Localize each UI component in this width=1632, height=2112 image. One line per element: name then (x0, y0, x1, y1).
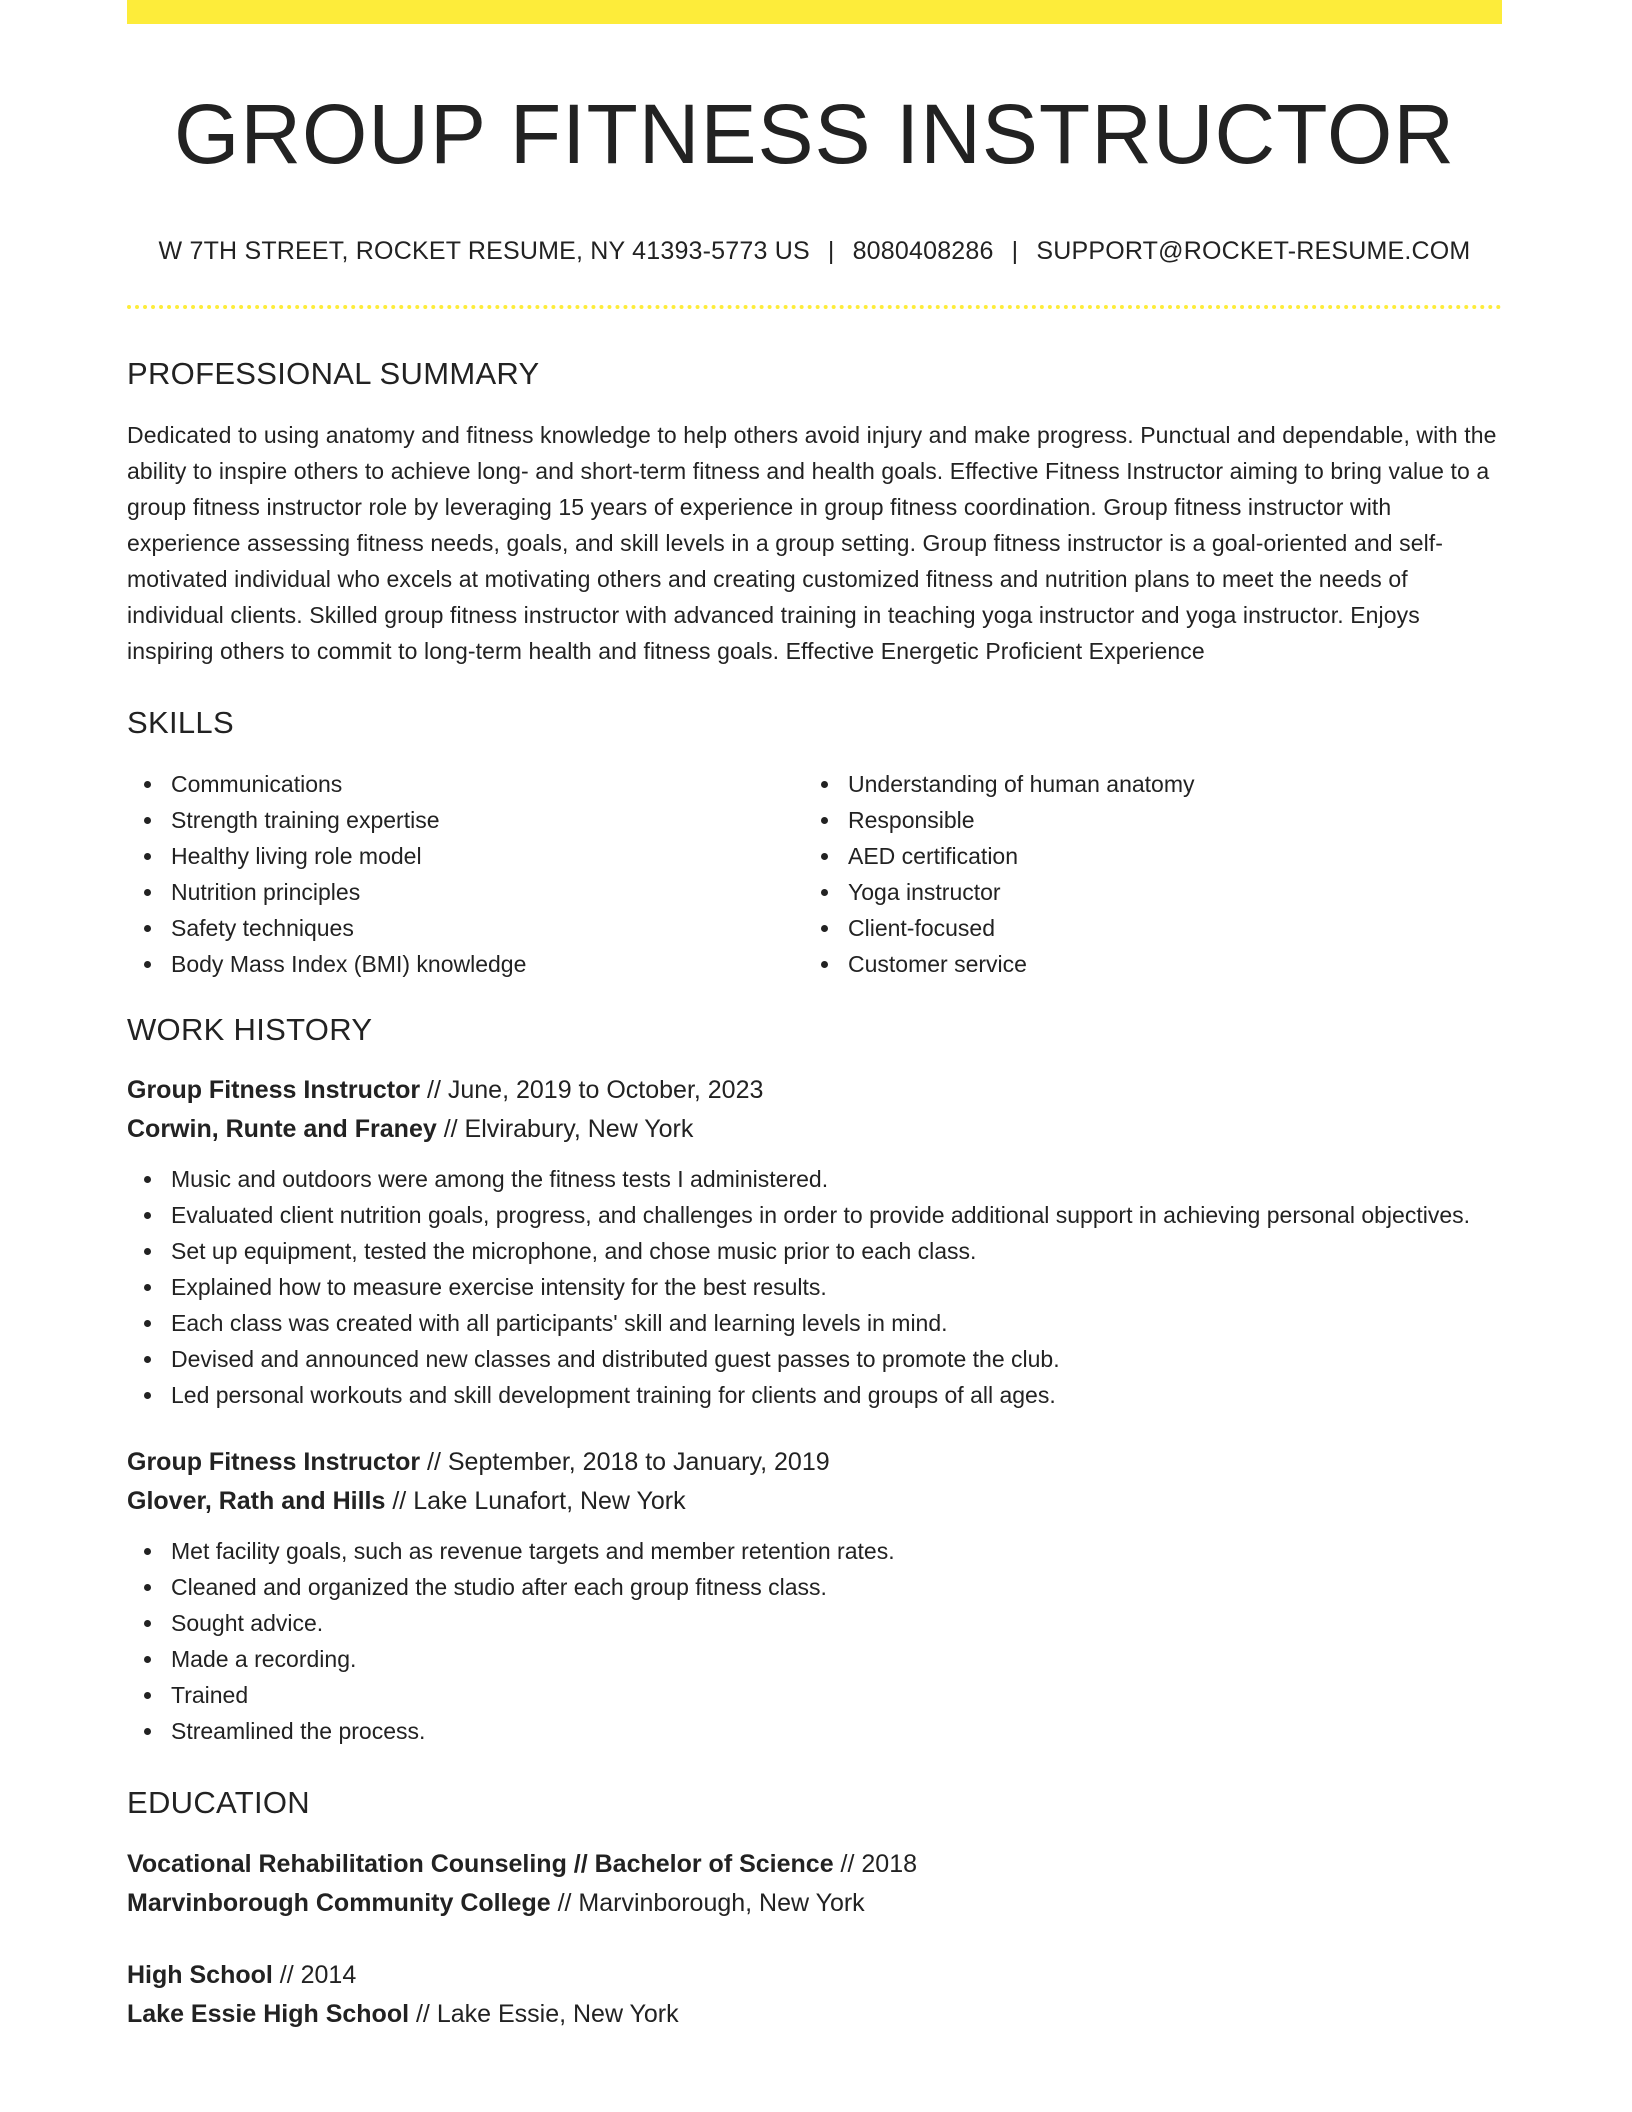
job-duty (171, 1713, 1502, 1749)
bullet-icon (144, 817, 151, 824)
education-degree-line (127, 1845, 1502, 1884)
duty-text: Sought advice. (171, 1610, 324, 1636)
education-entry (127, 1845, 1502, 1923)
job-company-line (127, 1482, 1502, 1521)
skill-label: Healthy living role model (171, 843, 422, 869)
skill-label: Communications (171, 771, 343, 797)
work-history-heading: WORK HISTORY (127, 1012, 373, 1047)
job-dates: // June, 2019 to October, 2023 (420, 1076, 764, 1104)
duty-text: Set up equipment, tested the microphone, and chose music prior to each class. (171, 1238, 977, 1264)
duty-text: Streamlined the process. (171, 1718, 426, 1744)
education-school: Marvinborough Community College (127, 1889, 551, 1917)
duty-text: Cleaned and organized the studio after each group fitness class. (171, 1574, 827, 1600)
contact-phone: 8080408286 (852, 237, 994, 265)
bullet-icon (144, 1320, 151, 1327)
skills-grid (127, 766, 1502, 982)
bullet-icon (144, 1584, 151, 1591)
job-duty (171, 1605, 1502, 1641)
duty-text: Trained (171, 1682, 249, 1708)
duty-text: Met facility goals, such as revenue targets and member retention rates. (171, 1538, 895, 1564)
job-role: Group Fitness Instructor (127, 1076, 421, 1104)
bullet-icon (821, 889, 828, 896)
skill-label: Strength training expertise (171, 807, 440, 833)
duty-text: Led personal workouts and skill development training for clients and groups of all ages. (171, 1382, 1056, 1408)
education-year: // 2014 (272, 1961, 357, 1989)
duty-text: Evaluated client nutrition goals, progress, and challenges in order to provide additional support in achieving personal objectives. (171, 1202, 1471, 1228)
job-duty (171, 1569, 1502, 1605)
job-title-line (127, 1071, 1502, 1110)
education-degree: High School (127, 1961, 273, 1989)
bullet-icon (821, 817, 828, 824)
skills-heading: SKILLS (127, 705, 234, 740)
skill-label: Responsible (848, 807, 975, 833)
education-location: // Marvinborough, New York (550, 1889, 865, 1917)
bullet-icon (144, 889, 151, 896)
duty-text: Made a recording. (171, 1646, 357, 1672)
contact-separator: | (1011, 237, 1019, 265)
skill-item (171, 766, 804, 802)
bullet-icon (144, 1212, 151, 1219)
job-duty (171, 1269, 1502, 1305)
job-duty (171, 1341, 1502, 1377)
skill-label: Customer service (848, 951, 1027, 977)
job-duty (171, 1677, 1502, 1713)
contact-email: SUPPORT@ROCKET-RESUME.COM (1036, 237, 1471, 265)
skill-item (171, 946, 804, 982)
bullet-icon (144, 1176, 151, 1183)
job-title-line (127, 1443, 1502, 1482)
job-duty (171, 1641, 1502, 1677)
education-location: // Lake Essie, New York (409, 2000, 679, 2028)
bullet-icon (144, 1656, 151, 1663)
education-heading: EDUCATION (127, 1785, 310, 1820)
bullet-icon (144, 1548, 151, 1555)
bullet-icon (821, 853, 828, 860)
education-degree: Vocational Rehabilitation Counseling // Bachelor of Science (127, 1850, 834, 1878)
job-duty (171, 1233, 1502, 1269)
job-company: Corwin, Runte and Franey (127, 1115, 437, 1143)
skills-list-left (127, 766, 804, 982)
job-entry (127, 1071, 1502, 1413)
skill-label: Safety techniques (171, 915, 354, 941)
job-company: Glover, Rath and Hills (127, 1487, 386, 1515)
bullet-icon (144, 925, 151, 932)
skill-item (171, 874, 804, 910)
bullet-icon (144, 1692, 151, 1699)
bullet-icon (144, 1248, 151, 1255)
skill-item (848, 946, 1481, 982)
contact-separator: | (827, 237, 835, 265)
skill-item (848, 910, 1481, 946)
bullet-icon (144, 1620, 151, 1627)
job-dates: // September, 2018 to January, 2019 (420, 1448, 830, 1476)
job-location: // Lake Lunafort, New York (385, 1487, 686, 1515)
resume-title: GROUP FITNESS INSTRUCTOR (173, 87, 1455, 181)
bullet-icon (821, 781, 828, 788)
skill-label: Yoga instructor (848, 879, 1001, 905)
contact-line (127, 235, 1502, 267)
summary-heading: PROFESSIONAL SUMMARY (127, 356, 540, 391)
job-duty (171, 1161, 1502, 1197)
job-duty (171, 1197, 1502, 1233)
skill-item (171, 838, 804, 874)
skill-item (171, 910, 804, 946)
job-duties-list (127, 1161, 1502, 1413)
skill-item (848, 838, 1481, 874)
bullet-icon (144, 1728, 151, 1735)
education-degree-line (127, 1956, 1502, 1995)
accent-top-bar (127, 0, 1502, 24)
bullet-icon (144, 961, 151, 968)
duty-text: Music and outdoors were among the fitness tests I administered. (171, 1166, 829, 1192)
duty-text: Devised and announced new classes and distributed guest passes to promote the club. (171, 1346, 1060, 1372)
job-duty (171, 1377, 1502, 1413)
skill-label: Understanding of human anatomy (848, 771, 1195, 797)
skills-list-right (804, 766, 1481, 982)
education-school-line (127, 1995, 1502, 2034)
education-entry (127, 1956, 1502, 2034)
skill-label: Client-focused (848, 915, 996, 941)
job-company-line (127, 1110, 1502, 1149)
education-school: Lake Essie High School (127, 2000, 410, 2028)
bullet-icon (144, 1392, 151, 1399)
skill-item (848, 802, 1481, 838)
skill-label: AED certification (848, 843, 1019, 869)
job-duties-list (127, 1533, 1502, 1749)
duty-text: Explained how to measure exercise intensity for the best results. (171, 1274, 827, 1300)
contact-address: W 7TH STREET, ROCKET RESUME, NY 41393-5773 US (158, 237, 810, 265)
job-role: Group Fitness Instructor (127, 1448, 421, 1476)
job-duty (171, 1305, 1502, 1341)
skill-label: Nutrition principles (171, 879, 361, 905)
skill-label: Body Mass Index (BMI) knowledge (171, 951, 527, 977)
job-location: // Elvirabury, New York (436, 1115, 694, 1143)
summary-text: Dedicated to using anatomy and fitness knowledge to help others avoid injury and make progress. Punctual and dependable, with the ability to inspire others to achieve long- and short-term fitness and health goals. Effective Fitness Instructor aiming to bring value to a group fitness instructor role by leveraging 15 years of experience in group fitness coordination. Group fitness instructor with experience assessing fitness needs, goals, and skill levels in a group setting. Group fitness instructor is a goal-oriented and self-motivated individual who excels at motivating others and creating customized fitness and nutrition plans to meet the needs of individual clients. Skilled group fitness instructor with advanced training in teaching yoga instructor and yoga instructor. Enjoys inspiring others to commit to long-term health and fitness goals. Effective Energetic Proficient Experience (127, 422, 1497, 664)
education-school-line (127, 1884, 1502, 1923)
bullet-icon (144, 1284, 151, 1291)
job-entry (127, 1443, 1502, 1749)
duty-text: Each class was created with all participants' skill and learning levels in mind. (171, 1310, 948, 1336)
resume-page (127, 0, 1502, 2034)
skill-item (171, 802, 804, 838)
education-year: // 2018 (833, 1850, 918, 1878)
skill-item (848, 766, 1481, 802)
bullet-icon (821, 961, 828, 968)
bullet-icon (144, 781, 151, 788)
bullet-icon (821, 925, 828, 932)
dotted-divider (127, 305, 1502, 309)
bullet-icon (144, 853, 151, 860)
skill-item (848, 874, 1481, 910)
bullet-icon (144, 1356, 151, 1363)
job-duty (171, 1533, 1502, 1569)
